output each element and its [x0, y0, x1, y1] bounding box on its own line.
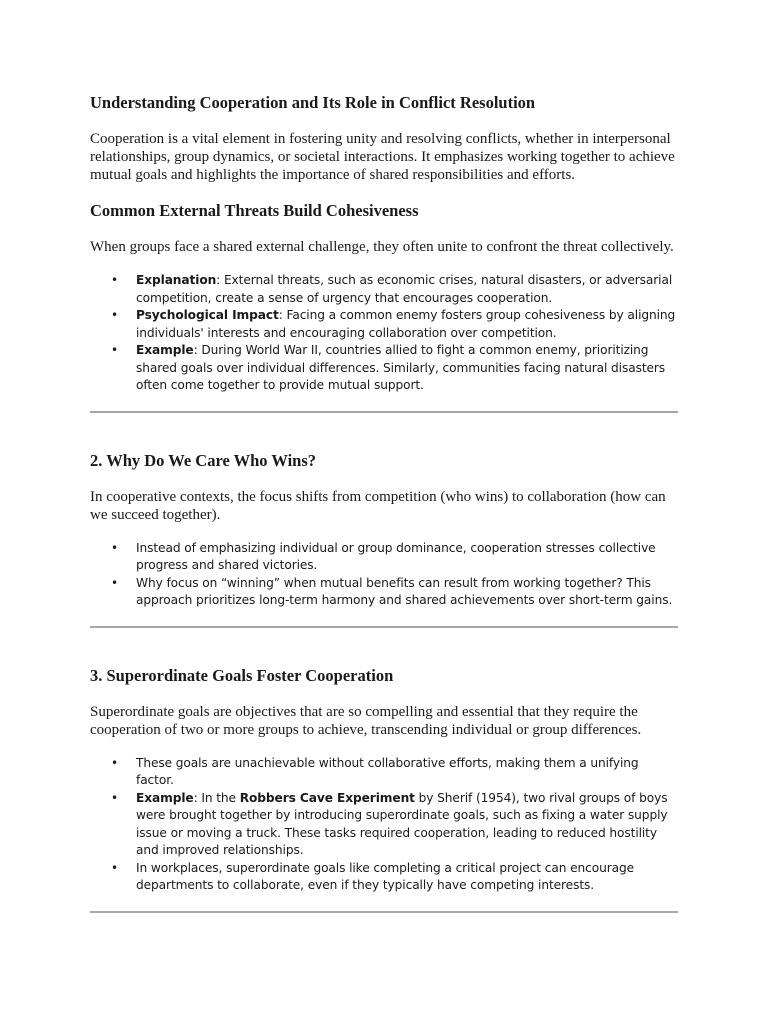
- section3-paragraph: Superordinate goals are objectives that are so compelling and essential that they require the cooperation of two or more groups to achieve, transcending individual or group differences.: [90, 703, 642, 738]
- item-label: Psychological Impact: [136, 308, 279, 322]
- item-text: Instead of emphasizing individual or group dominance, cooperation stresses collective progress and shared victories.: [136, 540, 656, 572]
- section-heading-superordinate-goals: 3. Superordinate Goals Foster Cooperation: [90, 665, 394, 685]
- item-text: : During World War II, countries allied to fight a common enemy, prioritizing shared goals over individual differences. Similarly, communities facing natural disasters often come together to provide mutual support.: [136, 343, 666, 392]
- bullet-icon: •: [111, 308, 118, 322]
- list-item: [90, 540, 678, 575]
- item-label: Example: [136, 343, 194, 357]
- item-text: : In the: [193, 790, 240, 805]
- item-text: : External threats, such as economic crises, natural disasters, or adversarial competition, create a sense of urgency that encourages cooperation.: [136, 273, 673, 305]
- bullet-icon: •: [111, 790, 118, 805]
- bullet-icon: •: [111, 755, 118, 770]
- bullet-icon: •: [111, 540, 118, 555]
- section-heading-external-threats: Common External Threats Build Cohesiveness: [90, 201, 419, 220]
- document-title: Understanding Cooperation and Its Role in Conflict Resolution: [90, 93, 536, 112]
- section-heading-who-wins: 2. Why Do We Care Who Wins?: [90, 450, 317, 470]
- list-item: [90, 755, 678, 790]
- list-item: [90, 860, 678, 895]
- list-item: [90, 272, 678, 307]
- intro-paragraph: Cooperation is a vital element in fostering unity and resolving conflicts, whether in interpersonal relationships, group dynamics, or societal interactions. It emphasizes working together to achieve mutual goals and highlights the importance of shared responsibilities and efforts.: [90, 131, 675, 183]
- section1-paragraph: When groups face a shared external challenge, they often unite to confront the threat collectively.: [90, 239, 674, 255]
- item-bold-term: Robbers Cave Experiment: [239, 790, 415, 805]
- section3-list: [90, 755, 678, 895]
- section2-list: [90, 540, 678, 610]
- list-item: [90, 790, 678, 860]
- item-label: Explanation: [136, 273, 217, 287]
- section-divider: [90, 911, 678, 913]
- document-page: [90, 92, 678, 913]
- item-text: by Sherif (1954), two rival groups of boys were brought together by introducing superordinate goals, such as fixing a water supply issue or moving a truck. These tasks required cooperation, leading to reduced hostility and improved relationships.: [136, 790, 668, 857]
- list-item: [90, 307, 678, 342]
- section2-paragraph: In cooperative contexts, the focus shifts from competition (who wins) to collaboration (how can we succeed together).: [90, 488, 666, 523]
- item-label: Example: [136, 790, 194, 805]
- section1-list: [90, 272, 678, 395]
- list-item: [90, 342, 678, 395]
- item-text: These goals are unachievable without collaborative efforts, making them a unifying factor.: [136, 755, 639, 787]
- item-text: : Facing a common enemy fosters group cohesiveness by aligning individuals' interests and encouraging collaboration over competition.: [136, 308, 676, 340]
- item-text: In workplaces, superordinate goals like completing a critical project can encourage departments to collaborate, even if they typically have competing interests.: [136, 860, 635, 892]
- bullet-icon: •: [111, 860, 118, 875]
- bullet-icon: •: [111, 343, 118, 357]
- list-item: [90, 575, 678, 610]
- item-text: Why focus on “winning” when mutual benefits can result from working together? This approach prioritizes long-term harmony and shared achievements over short-term gains.: [136, 575, 673, 607]
- bullet-icon: •: [111, 575, 118, 590]
- bullet-icon: •: [111, 273, 118, 287]
